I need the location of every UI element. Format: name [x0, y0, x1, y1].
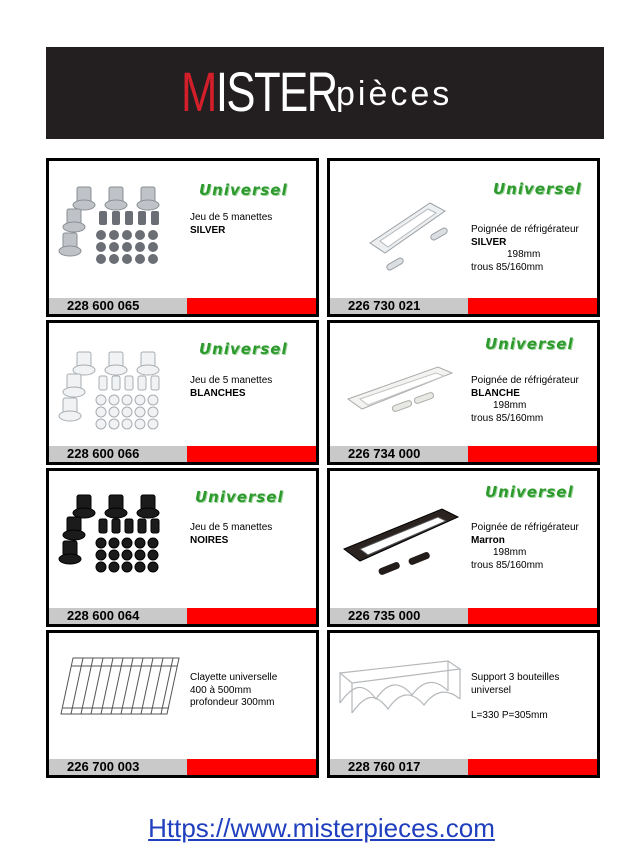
- reference-red-bar: [187, 608, 316, 624]
- product-description: Clayette universelle 400 à 500mm profondeur 300mm: [190, 672, 278, 708]
- brand-label: Universel: [485, 483, 574, 501]
- knob-set-white-icon: [55, 348, 175, 438]
- product-card[interactable]: [46, 320, 319, 465]
- bottle-rack-icon: [334, 653, 464, 728]
- website-link[interactable]: Https://www.misterpieces.com: [148, 813, 495, 843]
- product-description: Jeu de 5 manettes SILVER: [190, 212, 273, 236]
- product-reference: 226 700 003: [49, 759, 187, 775]
- fridge-handle-white-icon: [342, 353, 462, 433]
- product-card[interactable]: [327, 468, 600, 627]
- reference-red-bar: [187, 759, 316, 775]
- product-reference: 228 600 064: [49, 608, 187, 624]
- product-card[interactable]: [46, 158, 319, 317]
- brand-label: Universel: [199, 181, 288, 199]
- product-reference: 228 760 017: [330, 759, 468, 775]
- reference-red-bar: [468, 759, 597, 775]
- product-description: Poignée de réfrigérateur SILVER 198mm trous 85/160mm: [471, 224, 579, 273]
- reference-red-bar: [468, 608, 597, 624]
- product-card[interactable]: [327, 320, 600, 465]
- product-card[interactable]: [46, 468, 319, 627]
- product-reference: 226 735 000: [330, 608, 468, 624]
- reference-red-bar: [187, 298, 316, 314]
- knob-set-black-icon: [55, 491, 175, 581]
- product-reference: 228 600 065: [49, 298, 187, 314]
- oven-rack-icon: [57, 648, 187, 723]
- product-description: Jeu de 5 manettes NOIRES: [190, 522, 273, 546]
- fridge-handle-brown-icon: [338, 491, 463, 581]
- product-card[interactable]: [327, 630, 600, 778]
- brand-label: Universel: [485, 335, 574, 353]
- product-reference: 228 600 066: [49, 446, 187, 462]
- product-description: Support 3 bouteilles universel L=330 P=305mm: [471, 672, 560, 721]
- header-banner: [46, 47, 604, 139]
- product-reference: 226 734 000: [330, 446, 468, 462]
- brand-label: Universel: [195, 488, 284, 506]
- product-description: Poignée de réfrigérateur Marron 198mm trous 85/160mm: [471, 522, 579, 571]
- logo-pieces: pièces: [336, 75, 453, 113]
- reference-red-bar: [468, 298, 597, 314]
- logo-mister: MISTER: [181, 60, 337, 123]
- brand-label: Universel: [199, 340, 288, 358]
- reference-red-bar: [468, 446, 597, 462]
- product-reference: 226 730 021: [330, 298, 468, 314]
- product-description: Jeu de 5 manettes BLANCHES: [190, 375, 273, 399]
- product-card[interactable]: [327, 158, 600, 317]
- reference-red-bar: [187, 446, 316, 462]
- product-card[interactable]: [46, 630, 319, 778]
- fridge-handle-silver-icon: [350, 183, 460, 273]
- product-description: Poignée de réfrigérateur BLANCHE 198mm trous 85/160mm: [471, 375, 579, 424]
- knob-set-silver-icon: [55, 183, 175, 273]
- brand-label: Universel: [493, 180, 582, 198]
